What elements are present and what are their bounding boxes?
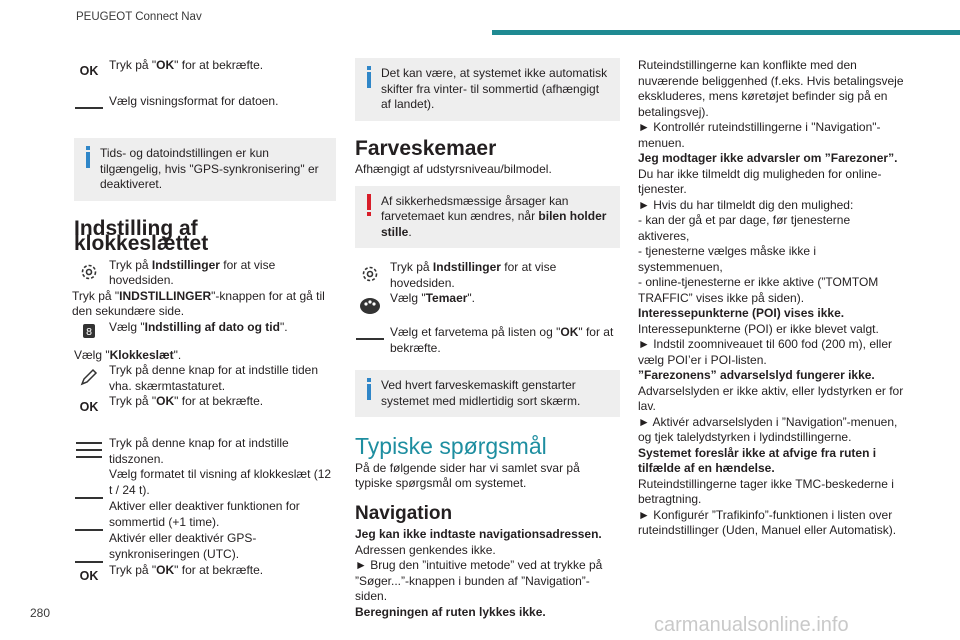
list-line-icon — [355, 325, 385, 353]
menu-icon — [74, 436, 104, 464]
svg-text:8: 8 — [85, 326, 93, 338]
warning-icon — [367, 194, 371, 216]
info-box: Tids- og datoindstillingen er kun tilgængelig, hvis "GPS-synkronisering" er deaktiveret. — [74, 138, 336, 201]
step-ok-confirm-2: OK Tryk på "OK" for at bekræfte. — [74, 394, 336, 422]
watermark: carmanualsonline.info — [654, 614, 849, 636]
warning-box: Af sikkerhedsmæssige årsager kan farvetemaet kun ændres, når bilen holder stille. — [355, 186, 620, 249]
ok-icon: OK — [79, 569, 99, 584]
step-timezone: Tryk på denne knap for at indstille tidszonen. — [74, 436, 336, 467]
header-accent-bar — [492, 30, 960, 35]
info-box: Det kan være, at systemet ikke automatisk skifter fra vinter- til sommertid (afhængigt af landet). — [355, 58, 620, 121]
step-gps-sync: Aktivér eller deaktivér GPS-synkroniseringen (UTC). — [74, 531, 336, 563]
step-date-format: Vælg visningsformat for datoen. — [74, 94, 336, 122]
settings-page-icon — [74, 320, 104, 342]
step-summer-time: Aktiver eller deaktiver funktionen for sommertid (+1 time). — [74, 499, 336, 531]
ok-icon: OK — [79, 400, 99, 415]
info-icon — [367, 378, 371, 400]
column-2: Det kan være, at systemet ikke automatisk skifter fra vinter- til sommertid (afhængigt af landet). Farveskemaer Afhængigt af udstyrsniveau/bilmodel. Af sikkerhedsmæssige årsager kan farvetemaet kun ændres, når bilen holder stille. Tryk på Indstillinger for at vise hovedsiden. Vælg "Temaer". Vælg et farvetema på listen og "OK" for at bekræfte. Ved hvert farveskemaskift genstarter systemet med midlertidig sort skærm. Typiske spørgsmål På de følgende sider har vi samlet svar på typiske spørgsmål om systemet. Navigation Jeg kan ikke indtaste navigationsadressen. Adressen genkendes ikke. ► Brug den ”intuitive metode” ved at trykke på ”Søger...”-knappen i bunden af ”Navigation”-siden. Beregningen af ruten lykkes ikke. — [355, 58, 620, 620]
step-select-theme: Vælg et farvetema på listen og "OK" for at bekræfte. — [355, 325, 620, 356]
info-box: Ved hvert farveskemaskift genstarter systemet med midlertidig sort skærm. — [355, 370, 620, 417]
step-settings: Tryk på Indstillinger for at vise hovedsiden. — [74, 258, 336, 289]
section-heading: Typiske spørgsmål — [355, 433, 547, 459]
step-ok-confirm-3: OK Tryk på "OK" for at bekræfte. — [74, 563, 336, 591]
list-line-icon — [74, 94, 104, 122]
step-settings: Tryk på Indstillinger for at vise hovedsiden. — [355, 260, 620, 291]
gear-icon — [355, 260, 385, 288]
section-heading: Farveskemaer — [355, 136, 497, 160]
list-line-icon — [74, 499, 104, 531]
column-3: Ruteindstillingerne kan konflikte med den nuværende beliggenhed (f.eks. Hvis betalingsveje ekskluderes, mens køretøjet befinder sig på en betalingsvej). ► Kontrollér ruteindstillingerne i "Navigation"-menuen. Jeg modtager ikke advarsler om ”Farezoner”. Du har ikke tilmeldt dig muligheden for online-tjenester. ► Hvis du har tilmeldt dig den mulighed: - kan der gå et par dage, før tjenesterne aktiveres, - tjenesterne vælges måske ikke i systemmenuen, - online-tjenesterne er ikke aktive (”TOMTOM TRAFFIC” vises ikke på siden). Interessepunkterne (POI) vises ikke. Interessepunkterne (POI) er ikke blevet valgt. ► Indstil zoomniveauet til 600 fod (200 m), eller vælg POI’er i POI-listen. ”Farezonens” advarselslyd fungerer ikke. Advarselslyden er ikke aktiv, eller lydstyrken er for lav. ► Aktivér advarselslyden i ”Navigation”-menuen, og tjek talelydstyrken i lydindstillingerne. Systemet foreslår ikke at afvige fra ruten i tilfælde af en hændelse. Ruteindstillingerne tager ikke TMC-beskederne i betragtning. ► Konfigurér ”Trafikinfo”-funktionen i listen over ruteindstillinger (Uden, Manuel eller Automatisk). — [638, 58, 904, 537]
palette-icon — [355, 291, 385, 319]
step-date-time: 8 Vælg "Indstilling af dato og tid". — [74, 320, 336, 342]
pencil-icon — [74, 363, 104, 391]
header-title: PEUGEOT Connect Nav — [76, 11, 202, 23]
ok-icon: OK — [79, 64, 99, 79]
column-1: OK Tryk på "OK" for at bekræfte. Vælg visningsformat for datoen. Tids- og datoindstillingen er kun tilgængelig, hvis "GPS-synkronisering" er deaktiveret. Indstilling af klokkeslættet Tryk på Indstillinger for at vise hovedsiden. Tryk på "INDSTILLINGER"-knappen for at gå til den sekundære side. 8 Vælg "Indstilling af dato og tid". Vælg "Klokkeslæt". Tryk på denne knap for at indstille tiden vha. skærmtastaturet. OK Tryk på "OK" for at bekræfte. Tryk på denne knap for at indstille tidszonen. Vælg formatet til visning af klokkeslæt (12 t / 24 t). Aktiver eller deaktiver funktionen for sommertid (+1 time). Aktivér eller deaktivér GPS-synkroniseringen (UTC). OK Tryk på "OK" for at bekræfte. — [74, 58, 336, 591]
step-time-format: Vælg formatet til visning af klokkeslæt (12 t / 24 t). — [74, 467, 336, 499]
page-number: 280 — [30, 606, 51, 620]
step-themes: Vælg "Temaer". — [355, 291, 620, 319]
info-icon — [86, 146, 90, 168]
list-line-icon — [74, 467, 104, 499]
list-line-icon — [74, 531, 104, 563]
step-ok-confirm: OK Tryk på "OK" for at bekræfte. — [74, 58, 336, 86]
subsection-heading: Navigation — [355, 502, 453, 524]
section-heading: Indstilling af klokkeslættet — [74, 216, 209, 255]
info-icon — [367, 66, 371, 88]
gear-icon — [74, 258, 104, 286]
step-keyboard: Tryk på denne knap for at indstille tiden vha. skærmtastaturet. — [74, 363, 336, 394]
